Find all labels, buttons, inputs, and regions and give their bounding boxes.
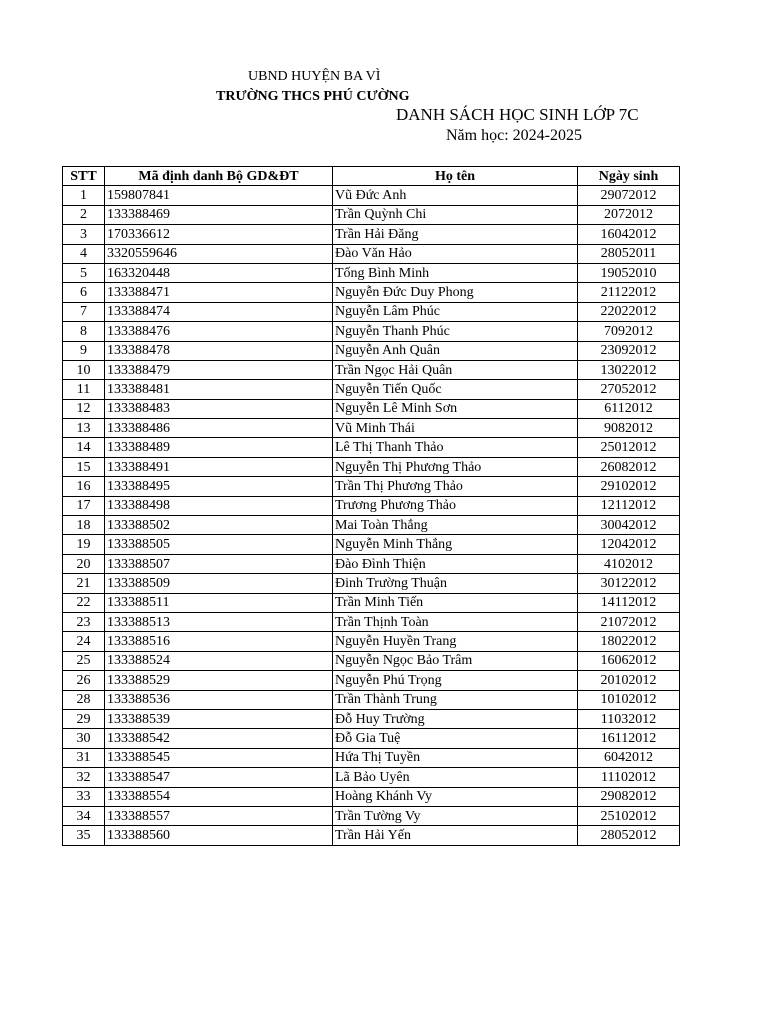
row-student-name: Tống Bình Minh: [333, 263, 578, 282]
column-header-name: Họ tên: [333, 167, 578, 186]
row-student-name: Trần Thị Phương Thảo: [333, 477, 578, 496]
row-stt: 25: [63, 651, 105, 670]
table-header-row: [63, 167, 680, 186]
table-row: [63, 709, 680, 728]
row-student-name: Nguyễn Lâm Phúc: [333, 302, 578, 321]
row-student-name: Đinh Trường Thuận: [333, 574, 578, 593]
row-student-name: Đỗ Gia Tuệ: [333, 729, 578, 748]
row-stt: 16: [63, 477, 105, 496]
row-birthdate: 16112012: [578, 729, 680, 748]
table-row: [63, 283, 680, 302]
row-birthdate: 29072012: [578, 186, 680, 205]
row-student-name: Đào Văn Hảo: [333, 244, 578, 263]
row-birthdate: 18022012: [578, 632, 680, 651]
table-row: [63, 806, 680, 825]
column-header-birthdate: Ngày sinh: [578, 167, 680, 186]
row-birthdate: 11102012: [578, 768, 680, 787]
row-student-id: 133388536: [105, 690, 333, 709]
row-student-id: 133388516: [105, 632, 333, 651]
row-birthdate: 25012012: [578, 438, 680, 457]
row-student-id: 159807841: [105, 186, 333, 205]
table-row: [63, 457, 680, 476]
row-birthdate: 10102012: [578, 690, 680, 709]
table-row: [63, 671, 680, 690]
row-stt: 14: [63, 438, 105, 457]
row-student-name: Trần Minh Tiến: [333, 593, 578, 612]
row-student-id: 133388489: [105, 438, 333, 457]
row-student-name: Đào Đình Thiện: [333, 554, 578, 573]
table-row: [63, 438, 680, 457]
row-student-id: 133388505: [105, 535, 333, 554]
row-stt: 29: [63, 709, 105, 728]
table-row: [63, 477, 680, 496]
district-name: UBND HUYỆN BA VÌ: [248, 69, 381, 84]
table-row: [63, 302, 680, 321]
row-birthdate: 29102012: [578, 477, 680, 496]
row-stt: 18: [63, 516, 105, 535]
row-birthdate: 30122012: [578, 574, 680, 593]
row-stt: 21: [63, 574, 105, 593]
row-stt: 35: [63, 826, 105, 845]
table-row: [63, 205, 680, 224]
row-stt: 23: [63, 612, 105, 631]
row-student-id: 133388483: [105, 399, 333, 418]
row-student-name: Hứa Thị Tuyền: [333, 748, 578, 767]
table-row: [63, 768, 680, 787]
row-stt: 6: [63, 283, 105, 302]
row-birthdate: 20102012: [578, 671, 680, 690]
row-student-id: 133388511: [105, 593, 333, 612]
row-student-id: 133388524: [105, 651, 333, 670]
row-student-id: 163320448: [105, 263, 333, 282]
row-stt: 4: [63, 244, 105, 263]
row-stt: 1: [63, 186, 105, 205]
row-student-id: 133388495: [105, 477, 333, 496]
row-student-name: Trần Quỳnh Chi: [333, 205, 578, 224]
table-row: [63, 748, 680, 767]
row-student-name: Nguyễn Huyền Trang: [333, 632, 578, 651]
row-student-id: 133388507: [105, 554, 333, 573]
table-row: [63, 690, 680, 709]
row-stt: 22: [63, 593, 105, 612]
row-student-id: 133388539: [105, 709, 333, 728]
row-birthdate: 26082012: [578, 457, 680, 476]
table-row: [63, 225, 680, 244]
row-birthdate: 25102012: [578, 806, 680, 825]
table-row: [63, 516, 680, 535]
row-stt: 33: [63, 787, 105, 806]
row-student-id: 133388486: [105, 419, 333, 438]
row-stt: 20: [63, 554, 105, 573]
row-student-id: 133388491: [105, 457, 333, 476]
row-student-name: Vũ Minh Thái: [333, 419, 578, 438]
row-stt: 28: [63, 690, 105, 709]
row-student-id: 133388513: [105, 612, 333, 631]
row-birthdate: 2072012: [578, 205, 680, 224]
row-birthdate: 6112012: [578, 399, 680, 418]
row-student-id: 133388529: [105, 671, 333, 690]
row-stt: 8: [63, 322, 105, 341]
row-student-name: Nguyễn Lê Minh Sơn: [333, 399, 578, 418]
row-stt: 34: [63, 806, 105, 825]
row-student-name: Vũ Đức Anh: [333, 186, 578, 205]
row-student-id: 133388560: [105, 826, 333, 845]
row-student-name: Đỗ Huy Trường: [333, 709, 578, 728]
row-birthdate: 27052012: [578, 380, 680, 399]
row-stt: 12: [63, 399, 105, 418]
row-student-id: 133388545: [105, 748, 333, 767]
row-birthdate: 22022012: [578, 302, 680, 321]
row-student-id: 133388478: [105, 341, 333, 360]
row-stt: 17: [63, 496, 105, 515]
table-row: [63, 554, 680, 573]
row-student-name: Trần Ngọc Hải Quân: [333, 360, 578, 379]
table-row: [63, 380, 680, 399]
table-row: [63, 651, 680, 670]
row-stt: 31: [63, 748, 105, 767]
row-student-id: 133388476: [105, 322, 333, 341]
row-birthdate: 6042012: [578, 748, 680, 767]
row-student-name: Mai Toàn Thắng: [333, 516, 578, 535]
row-stt: 9: [63, 341, 105, 360]
row-stt: 13: [63, 419, 105, 438]
table-row: [63, 360, 680, 379]
row-student-id: 133388547: [105, 768, 333, 787]
column-header-stt: STT: [63, 167, 105, 186]
row-birthdate: 13022012: [578, 360, 680, 379]
row-student-name: Trần Tường Vy: [333, 806, 578, 825]
school-year: Năm học: 2024-2025: [446, 127, 582, 144]
table-row: [63, 186, 680, 205]
row-stt: 15: [63, 457, 105, 476]
row-student-name: Nguyễn Anh Quân: [333, 341, 578, 360]
table-row: [63, 593, 680, 612]
row-birthdate: 9082012: [578, 419, 680, 438]
row-birthdate: 16042012: [578, 225, 680, 244]
student-table: [62, 166, 680, 846]
table-row: [63, 496, 680, 515]
table-row: [63, 787, 680, 806]
row-birthdate: 23092012: [578, 341, 680, 360]
row-birthdate: 19052010: [578, 263, 680, 282]
table-row: [63, 612, 680, 631]
row-birthdate: 16062012: [578, 651, 680, 670]
row-student-id: 133388498: [105, 496, 333, 515]
row-birthdate: 11032012: [578, 709, 680, 728]
row-student-name: Trần Hải Yến: [333, 826, 578, 845]
row-student-name: Nguyễn Tiến Quốc: [333, 380, 578, 399]
row-stt: 26: [63, 671, 105, 690]
row-student-name: Nguyễn Phú Trọng: [333, 671, 578, 690]
document-title: DANH SÁCH HỌC SINH LỚP 7C: [396, 105, 639, 124]
row-stt: 32: [63, 768, 105, 787]
row-birthdate: 30042012: [578, 516, 680, 535]
row-student-id: 133388474: [105, 302, 333, 321]
row-student-id: 133388502: [105, 516, 333, 535]
row-stt: 10: [63, 360, 105, 379]
row-student-id: 133388471: [105, 283, 333, 302]
table-row: [63, 341, 680, 360]
row-student-name: Trần Thành Trung: [333, 690, 578, 709]
row-birthdate: 29082012: [578, 787, 680, 806]
row-student-name: Trương Phương Thảo: [333, 496, 578, 515]
row-student-name: Trần Hải Đăng: [333, 225, 578, 244]
table-row: [63, 826, 680, 845]
row-birthdate: 28052011: [578, 244, 680, 263]
row-stt: 19: [63, 535, 105, 554]
row-birthdate: 28052012: [578, 826, 680, 845]
row-stt: 11: [63, 380, 105, 399]
row-birthdate: 4102012: [578, 554, 680, 573]
row-student-id: 133388557: [105, 806, 333, 825]
table-row: [63, 729, 680, 748]
row-student-id: 133388479: [105, 360, 333, 379]
table-row: [63, 322, 680, 341]
row-student-name: Hoàng Khánh Vy: [333, 787, 578, 806]
row-student-id: 133388542: [105, 729, 333, 748]
row-birthdate: 12112012: [578, 496, 680, 515]
row-stt: 30: [63, 729, 105, 748]
row-student-id: 133388469: [105, 205, 333, 224]
row-student-name: Nguyễn Thị Phương Thảo: [333, 457, 578, 476]
row-student-id: 133388554: [105, 787, 333, 806]
row-stt: 24: [63, 632, 105, 651]
row-stt: 3: [63, 225, 105, 244]
table-row: [63, 419, 680, 438]
row-student-id: 170336612: [105, 225, 333, 244]
column-header-id: Mã định danh Bộ GD&ĐT: [105, 167, 333, 186]
table-row: [63, 399, 680, 418]
school-name: TRƯỜNG THCS PHÚ CƯỜNG: [216, 89, 410, 104]
row-birthdate: 14112012: [578, 593, 680, 612]
row-student-name: Trần Thịnh Toàn: [333, 612, 578, 631]
row-student-id: 133388481: [105, 380, 333, 399]
row-stt: 7: [63, 302, 105, 321]
row-birthdate: 12042012: [578, 535, 680, 554]
table-row: [63, 263, 680, 282]
row-student-name: Nguyễn Minh Thắng: [333, 535, 578, 554]
row-birthdate: 21072012: [578, 612, 680, 631]
row-birthdate: 21122012: [578, 283, 680, 302]
row-stt: 5: [63, 263, 105, 282]
row-birthdate: 7092012: [578, 322, 680, 341]
row-student-name: Lê Thị Thanh Thảo: [333, 438, 578, 457]
row-student-name: Nguyễn Ngọc Bảo Trâm: [333, 651, 578, 670]
row-student-id: 133388509: [105, 574, 333, 593]
row-stt: 2: [63, 205, 105, 224]
table-row: [63, 244, 680, 263]
table-row: [63, 574, 680, 593]
row-student-name: Nguyễn Thanh Phúc: [333, 322, 578, 341]
table-row: [63, 535, 680, 554]
row-student-id: 3320559646: [105, 244, 333, 263]
row-student-name: Lã Bảo Uyên: [333, 768, 578, 787]
table-row: [63, 632, 680, 651]
row-student-name: Nguyễn Đức Duy Phong: [333, 283, 578, 302]
